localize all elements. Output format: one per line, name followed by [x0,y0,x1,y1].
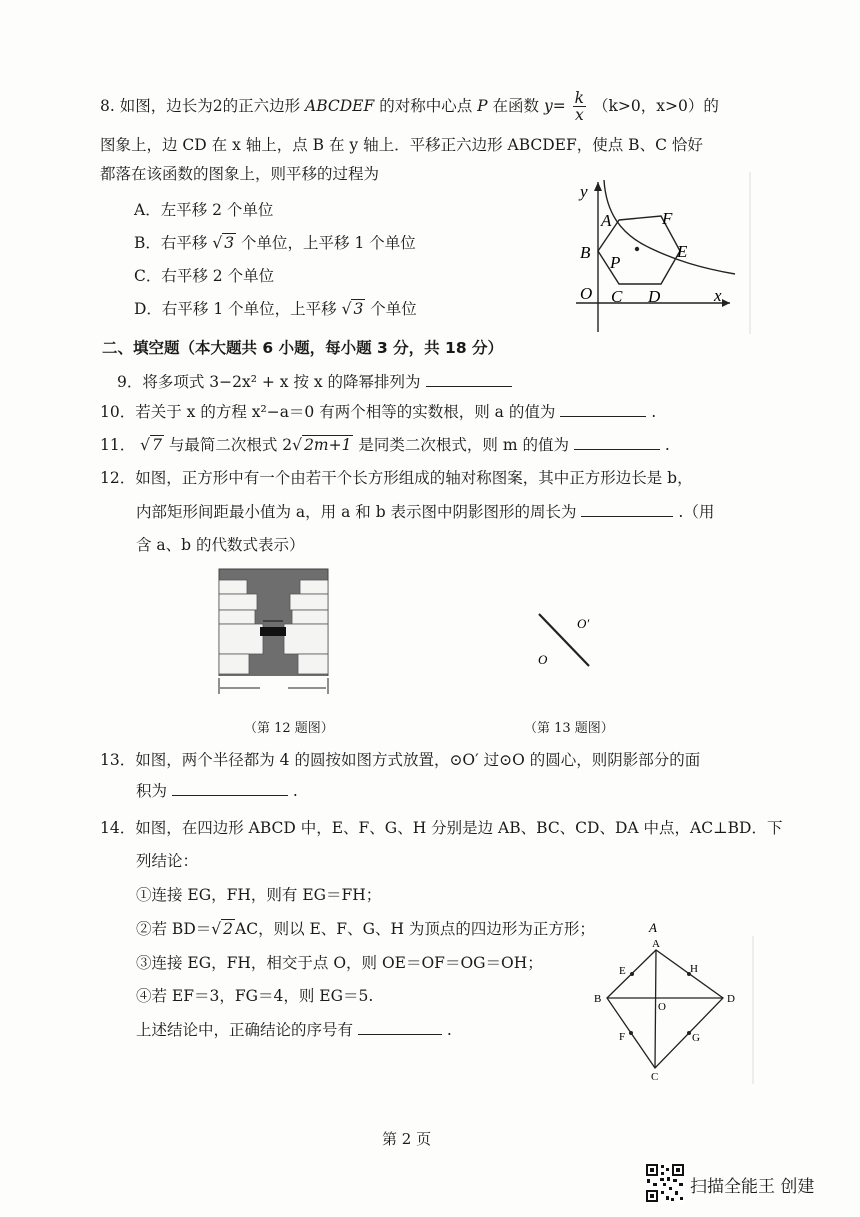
q13-line2: 积为 . [136,782,298,800]
q14-line2: 列结论： [136,852,199,870]
y-axis-arrow-icon [594,182,602,191]
label-y: y [580,182,588,201]
answer-blank[interactable] [426,372,512,387]
sqrt: √ 7 [140,436,162,454]
label-f: F [619,1031,626,1043]
q12-line2: 内部矩形间距最小值为 a，用 a 和 b 表示图中阴影图形的周长为 .（用 [136,503,715,521]
q8-option-a: A．左平移 2 个单位 [134,201,274,219]
label-p: P [610,253,621,272]
label-d: D [727,993,735,1005]
sqrt: √ 3 [212,234,235,252]
label-c: C [611,287,623,306]
label-h: H [690,963,698,975]
q11: 11． √ 7 与最简二次根式 2√ 2m+1 是同类二次根式，则 m 的值为 . [100,436,670,454]
point-e [630,972,634,976]
page-number: 第 2 页 [382,1130,432,1148]
q13-figure [530,606,610,678]
q14-conclusion-1: ①连接 EG，FH，则有 EG＝FH； [136,886,382,904]
q8-option-c: C．右平移 2 个单位 [134,267,275,285]
point-g [687,1031,691,1035]
label-b: B [580,243,591,262]
label-c: C [651,1071,659,1083]
label-o: O [658,1001,666,1013]
sqrt: √ 3 [341,300,364,318]
answer-blank[interactable] [581,502,673,517]
q8-hexagon-figure [560,172,752,334]
label-f: F [662,209,673,228]
q14-conclusion-4: ④若 EF＝3，FG＝4，则 EG＝5. [136,987,374,1005]
label-o: O [580,284,593,303]
q8-line3: 都落在该函数的图象上，则平移的过程为 [100,165,380,183]
label-o-prime: O′ [577,616,590,631]
q8-option-d: D．右平移 1 个单位，上平移 √ 3 个单位 [134,300,417,318]
answer-blank[interactable] [560,402,646,417]
q14-line1: 14．如图，在四边形 ABCD 中，E、F、G、H 分别是边 AB、BC、CD、DA 中点，AC⊥BD．下 [100,819,783,837]
label-b: B [594,993,602,1005]
label-a: A [601,211,612,230]
q10: 10．若关于 x 的方程 x²−a＝0 有两个相等的实数根，则 a 的值为 . [100,403,657,421]
fraction-k-over-x: $\frac{k}{x}$ [574,89,585,125]
x-axis-arrow-icon [722,299,730,307]
label-o: O [538,652,548,667]
sqrt: √ 2 [211,920,234,938]
q14-quadrilateral-figure [585,916,757,1084]
label-a-top: A [649,920,657,935]
label-g: G [692,1032,700,1044]
answer-blank[interactable] [172,781,288,796]
q14-answer-line: 上述结论中，正确结论的序号有 . [136,1021,452,1039]
q12-line1: 12．如图，正方形中有一个由若干个长方形组成的轴对称图案，其中正方形边长是 b， [100,469,693,487]
q9: 9．将多项式 3−2x² + x 按 x 的降幂排列为 [117,370,512,392]
q14-conclusion-3: ③连接 EG，FH，相交于点 O，则 OE＝OF＝OG＝OH； [136,954,543,972]
center-mark [260,627,286,636]
q12-line3: 含 a、b 的代数式表示） [136,536,305,554]
scanner-brand: 扫描全能王 创建 [690,1177,815,1197]
point-f [629,1031,633,1035]
section-2-heading: 二、填空题（本大题共 6 小题，每小题 3 分，共 18 分） [102,339,504,357]
q8-option-b: B．右平移 √ 3 个单位，上平移 1 个单位 [134,234,416,252]
qr-code-icon [645,1163,685,1203]
label-a: A [652,938,660,950]
q14-conclusion-2: ②若 BD＝√ 2 AC，则以 E、F、G、H 为顶点的四边形为正方形； [136,920,595,938]
q12-caption: （第 12 题图） [244,721,334,736]
diagonal-ac [655,950,656,1068]
q13-line1: 13．如图，两个半径都为 4 的圆按如图方式放置，⊙O′ 过⊙O 的圆心，则阴影部分的面 [100,751,701,769]
sqrt: √ 2m+1 [292,436,352,454]
answer-blank[interactable] [358,1020,442,1035]
answer-blank[interactable] [574,435,660,450]
q8-line1: 8. 如图，边长为2的正六边形 ABCDEF 的对称中心点 P 在函数 y= $\frac{k}{x}$ （k>0，x>0）的 [100,89,719,125]
q13-caption: （第 13 题图） [524,721,614,736]
label-e: E [619,965,626,977]
point-p [635,247,639,251]
label-e: E [677,242,688,261]
q12-square-figure [218,568,330,700]
q8-line2: 图象上，边 CD 在 x 轴上，点 B 在 y 轴上．平移正六边形 ABCDEF，使点 B、C 恰好 [100,136,703,154]
label-x: x [714,286,722,305]
label-d: D [648,287,661,306]
